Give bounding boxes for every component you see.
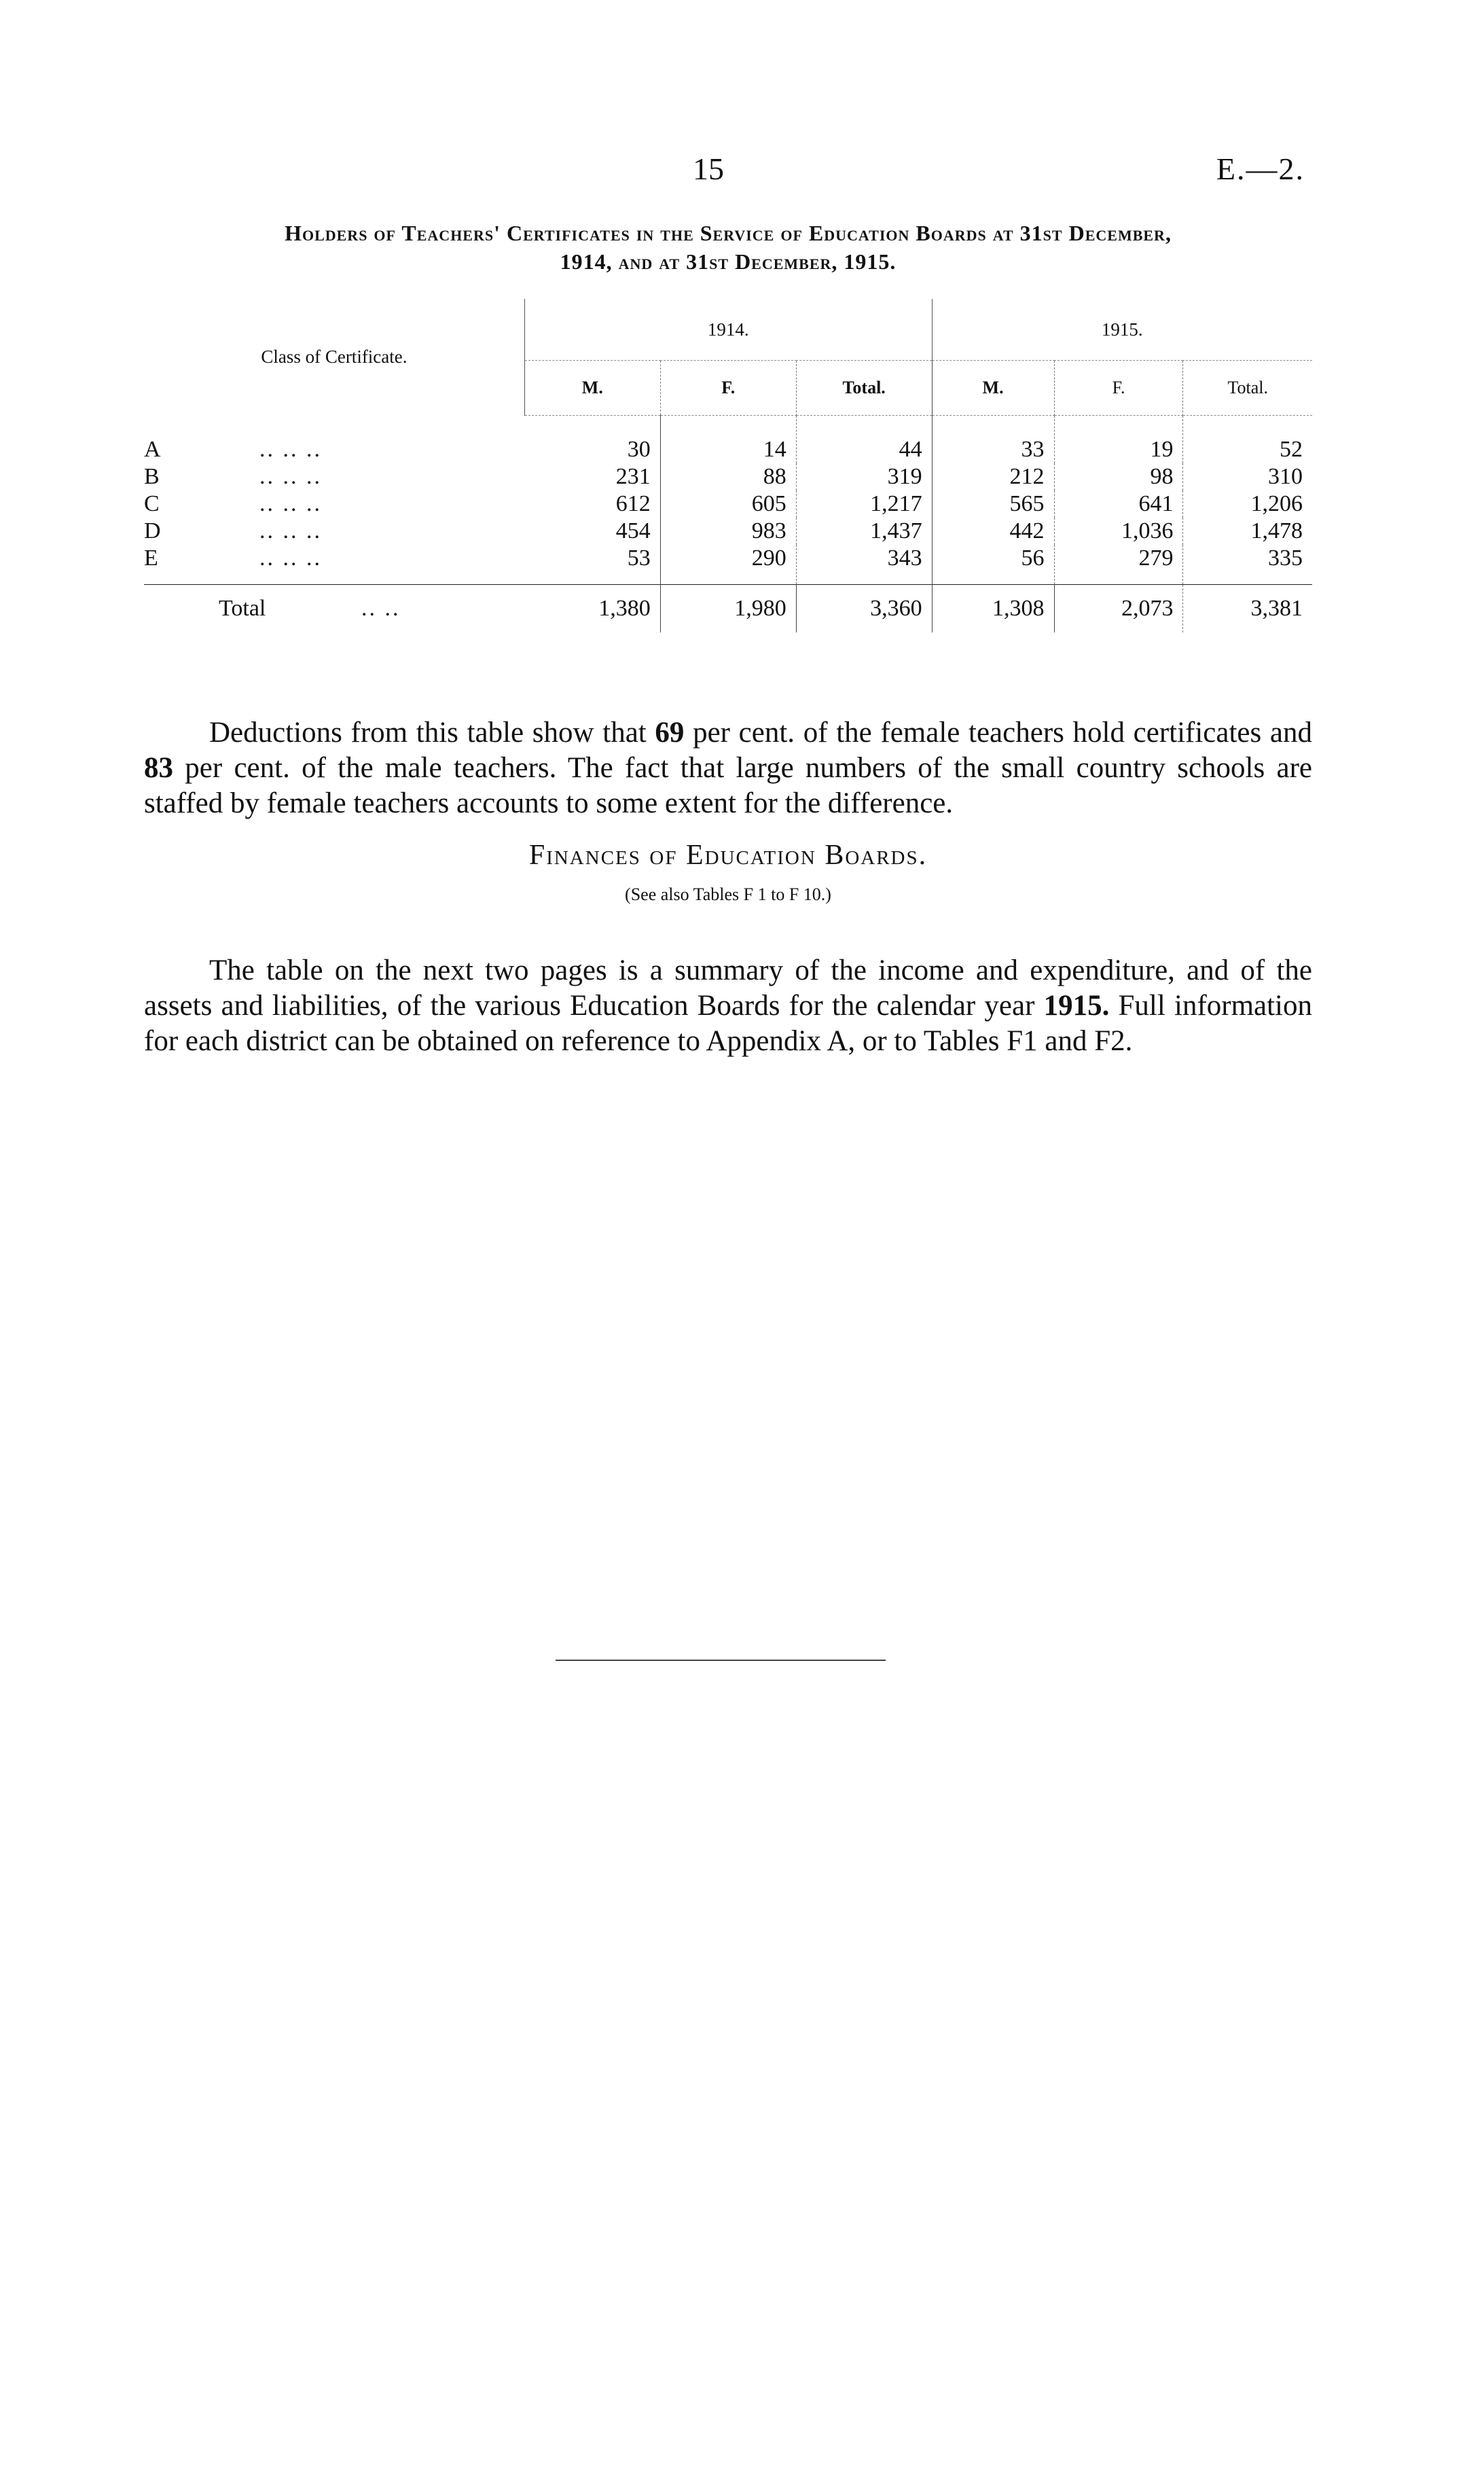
cell-1915-total: 310 [1268,464,1303,489]
col-header-1914-m: M. [524,361,660,416]
total-1915-f: 2,073 [1054,585,1183,633]
leader-dots: .. .. .. [259,491,322,516]
leader-dots: .. .. .. [259,545,322,571]
cell-1915-m: 33 [932,416,1054,464]
document-reference: E.—2. [1216,151,1305,186]
cell-1915-f: 19 [1054,416,1183,464]
col-header-1915-f: F. [1054,361,1183,416]
table-row [144,545,1312,585]
cell-1915-m: 565 [932,490,1054,518]
para2-bold-year: 1915. [1043,990,1110,1022]
leader-dots: .. .. .. [259,436,322,462]
cell-1914-total: 1,217 [796,490,932,518]
total-1914-f: 1,980 [660,585,796,633]
total-1915-total: 3,381 [1183,585,1312,633]
para1-bold-69: 69 [655,717,685,749]
cell-1914-f: 14 [660,416,796,464]
deductions-paragraph [144,715,1312,821]
year-header-1914: 1914. [524,299,932,361]
table-title-line-1: Holders of Teachers' Certificates in the Service of Education Boards at 31st December, [285,221,1172,245]
col-header-1914-f: F. [660,361,796,416]
leader-dots: .. .. .. [259,518,322,543]
para2-text-a: The table on the next two pages is a summary of the income and expenditure, and of the assets and liabilities, of the various Education Boards for the calendar year [144,954,1312,1022]
class-letter: D [144,518,161,543]
table-row [144,416,1312,464]
total-text: Total [219,596,266,621]
cell-1915-m: 442 [932,518,1054,545]
col-header-1915-total: Total. [1183,361,1312,416]
cell-1914-total: 1,437 [796,518,932,545]
total-1914-total: 3,360 [796,585,932,633]
leader-dots: .. .. .. [259,464,322,489]
row-label [144,545,524,585]
row-label [144,490,524,518]
cell-1915-f: 98 [1054,463,1183,490]
class-letter: A [144,436,161,462]
para1-text-b: per cent. of the female teachers hold certificates and [684,717,1312,749]
cell-1914-f: 290 [660,545,796,585]
end-rule-divider [556,1660,886,1661]
cell-1914-f: 983 [660,518,796,545]
class-letter: C [144,491,160,516]
total-1915-m: 1,308 [932,585,1054,633]
class-of-certificate-header: Class of Certificate. [144,299,524,416]
cell-1914-total: 44 [796,416,932,464]
cell-1914-m: 30 [524,416,660,464]
cell-1915-f: 641 [1054,490,1183,518]
page-number: 15 [693,151,724,186]
col-header-1914-total: Total. [796,361,932,416]
table-title-line-2: 1914, and at 31st December, 1915. [560,249,897,274]
row-label [144,416,524,464]
cell-1914-m: 454 [524,518,660,545]
leader-dots: .. .. [361,596,401,621]
cell-1915-m: 56 [932,545,1054,585]
cell-1915-total: 335 [1268,545,1303,571]
cell-1914-f: 88 [660,463,796,490]
cell-1915-f: 279 [1054,545,1183,585]
col-header-1915-m: M. [932,361,1054,416]
section-heading: Finances of Education Boards. [528,840,928,871]
cell-1915-total: 1,478 [1250,518,1303,543]
para1-text-a: Deductions from this table show that [209,717,655,749]
row-label [144,518,524,545]
cell-1914-f: 605 [660,490,796,518]
cell-1914-total: 319 [796,463,932,490]
section-subheading: (See also Tables F 1 to F 10.) [625,884,831,904]
table-row [144,463,1312,490]
cell-1914-total: 343 [796,545,932,585]
class-letter: B [144,464,160,489]
cell-1915-total: 1,206 [1250,491,1303,516]
para1-text-c: per cent. of the male teachers. The fact that large numbers of the small country schools are staffed by female teachers accounts to some extent for the difference. [144,752,1312,819]
cell-1914-m: 231 [524,463,660,490]
cell-1914-m: 53 [524,545,660,585]
cell-1915-f: 1,036 [1054,518,1183,545]
table-row [144,518,1312,545]
cell-1914-m: 612 [524,490,660,518]
para1-bold-83: 83 [144,752,173,784]
para2-text-b: Full information for each district can be obtained on reference to Appendix A, or to Tables F1 and F2. [144,990,1313,1057]
total-1914-m: 1,380 [524,585,660,633]
cell-1915-total: 52 [1280,437,1303,462]
year-header-1915: 1915. [932,299,1312,361]
table-row [144,490,1312,518]
finances-paragraph [144,953,1312,1059]
certificates-table [144,299,1312,632]
total-label [144,585,524,633]
row-label [144,463,524,490]
cell-1915-m: 212 [932,463,1054,490]
table-title [144,219,1312,276]
class-letter: E [144,545,158,571]
table-total-row [144,585,1312,633]
